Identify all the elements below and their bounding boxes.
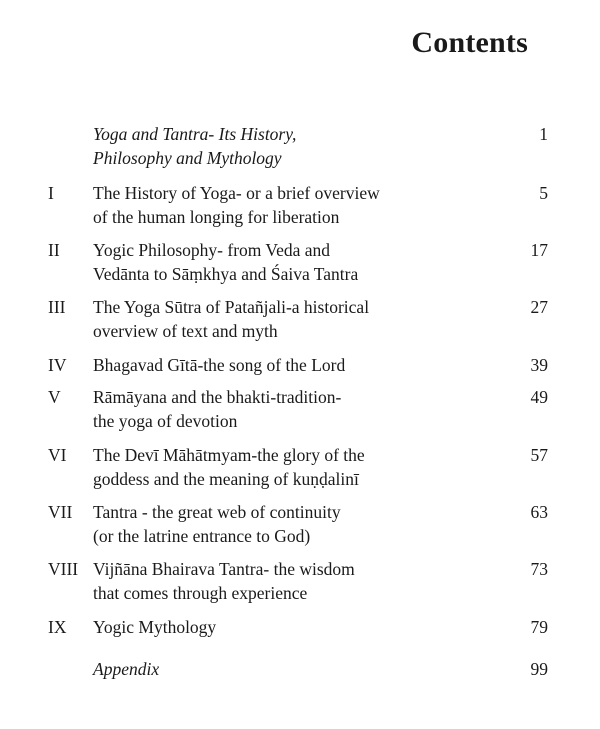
toc-entry-number: III (48, 297, 66, 317)
toc-entry-title-line: that comes through experience (93, 583, 308, 603)
toc-entry-title-line: Yogic Mythology (93, 617, 217, 637)
toc-entry-page: 79 (530, 617, 548, 637)
toc-entry-title-line: Yoga and Tantra- Its History, (93, 124, 297, 144)
toc-entry-title-line: Bhagavad Gītā-the song of the Lord (93, 355, 346, 375)
toc-entry-title-line: The History of Yoga- or a brief overview (93, 183, 380, 203)
toc-entry-page: 39 (530, 355, 548, 375)
toc-entry-page: 57 (530, 445, 548, 465)
toc-entry-title-line: Vedānta to Sāṃkhya and Śaiva Tantra (93, 264, 359, 284)
toc-entry-number: VIII (48, 559, 79, 579)
toc-entry-page: 73 (530, 559, 548, 579)
toc-entry-number: IX (48, 617, 67, 637)
toc-entry-title-line: Rāmāyana and the bhakti-tradition- (93, 387, 342, 407)
toc-entry-page: 5 (539, 183, 548, 203)
toc-entry-title (93, 295, 483, 343)
toc-entry-page: 27 (530, 297, 548, 317)
toc-entry-title (93, 353, 483, 377)
toc-entry-title (93, 615, 483, 639)
toc-entry-title-line: Vijñāna Bhairava Tantra- the wisdom (93, 559, 355, 579)
toc-entry-title-line: Tantra - the great web of continuity (93, 502, 341, 522)
toc-entry-page: 99 (530, 659, 548, 679)
toc-entry-title (93, 238, 483, 286)
page-title: Contents (411, 26, 528, 59)
toc-entry-page: 1 (539, 124, 548, 144)
toc-entry-title (93, 122, 483, 170)
toc-entry-page: 17 (530, 240, 548, 260)
toc-entry-number: I (48, 183, 54, 203)
toc-entry-number: VI (48, 445, 67, 465)
toc-entry-number: V (48, 387, 61, 407)
toc-entry-title (93, 500, 483, 548)
toc-entry-title-line: overview of text and myth (93, 321, 278, 341)
toc-entry-title-line: The Devī Māhātmyam-the glory of the (93, 445, 365, 465)
toc-entry-title-line: of the human longing for liberation (93, 207, 340, 227)
toc-entry-title (93, 385, 483, 433)
toc-entry-title-line: the yoga of devotion (93, 411, 238, 431)
toc-entry-title-line: The Yoga Sūtra of Patañjali-a historical (93, 297, 370, 317)
toc-entry-page: 63 (530, 502, 548, 522)
toc-entry-title-line: Philosophy and Mythology (93, 148, 282, 168)
toc-entry-number: VII (48, 502, 73, 522)
toc-entry-title (93, 443, 483, 491)
toc-entry-title (93, 557, 483, 605)
toc-entry-title-line: goddess and the meaning of kuṇḍalinī (93, 469, 359, 489)
toc-entry-title (93, 181, 483, 229)
toc-entry-title-line: Yogic Philosophy- from Veda and (93, 240, 331, 260)
toc-entry-title-line: (or the latrine entrance to God) (93, 526, 311, 546)
toc-entry-page: 49 (530, 387, 548, 407)
toc-entry-title-line: Appendix (93, 659, 160, 679)
toc-entry-number: IV (48, 355, 67, 375)
toc-entry-title (93, 657, 483, 681)
toc-entry-number: II (48, 240, 60, 260)
